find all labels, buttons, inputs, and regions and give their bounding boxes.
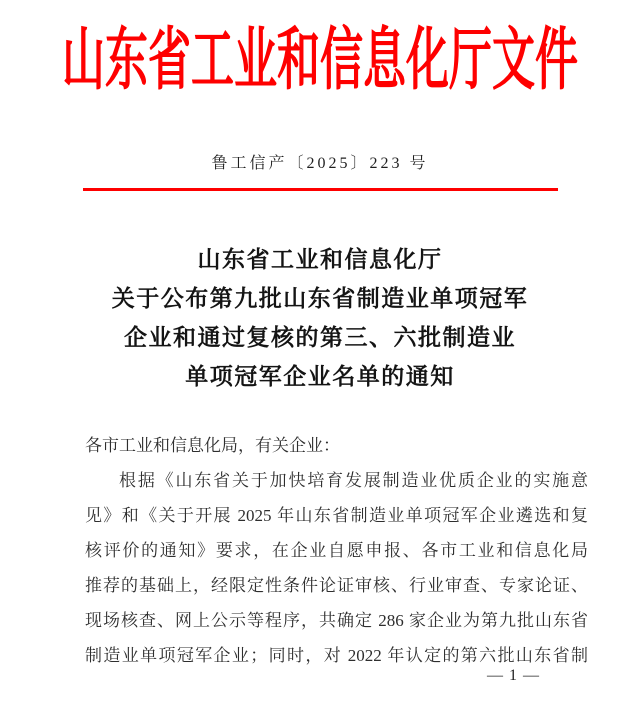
document-title-line-4: 单项冠军企业名单的通知	[185, 364, 455, 389]
salutation-line: 各市工业和信息化局，有关企业：	[85, 436, 340, 455]
body-line-6: 制造业单项冠军企业；同时，对 2022 年认定的第六批山东省制	[85, 646, 588, 665]
agency-letterhead-banner: 山东省工业和信息化厅文件	[62, 24, 578, 99]
document-reference-number: 鲁工信产〔2025〕223 号	[211, 155, 429, 172]
body-line-3: 核评价的通知》要求，在企业自愿申报、各市工业和信息化局	[85, 541, 588, 560]
document-title-line-3: 企业和通过复核的第三、六批制造业	[124, 325, 516, 350]
document-title-line-2: 关于公布第九批山东省制造业单项冠军	[111, 286, 529, 311]
red-divider-rule	[83, 188, 558, 191]
page-number: — 1 —	[487, 667, 540, 684]
body-line-4: 推荐的基础上，经限定性条件论证审核、行业审查、专家论证、	[85, 576, 588, 595]
document-title-line-1: 山东省工业和信息化厅	[197, 247, 443, 272]
document-body	[85, 428, 588, 673]
body-line-2: 见》和《关于开展 2025 年山东省制造业单项冠军企业遴选和复	[85, 506, 588, 525]
body-line-1: 根据《山东省关于加快培育发展制造业优质企业的实施意	[119, 471, 588, 490]
body-line-5: 现场核查、网上公示等程序，共确定 286 家企业为第九批山东省	[85, 611, 588, 630]
document-title	[0, 240, 640, 396]
